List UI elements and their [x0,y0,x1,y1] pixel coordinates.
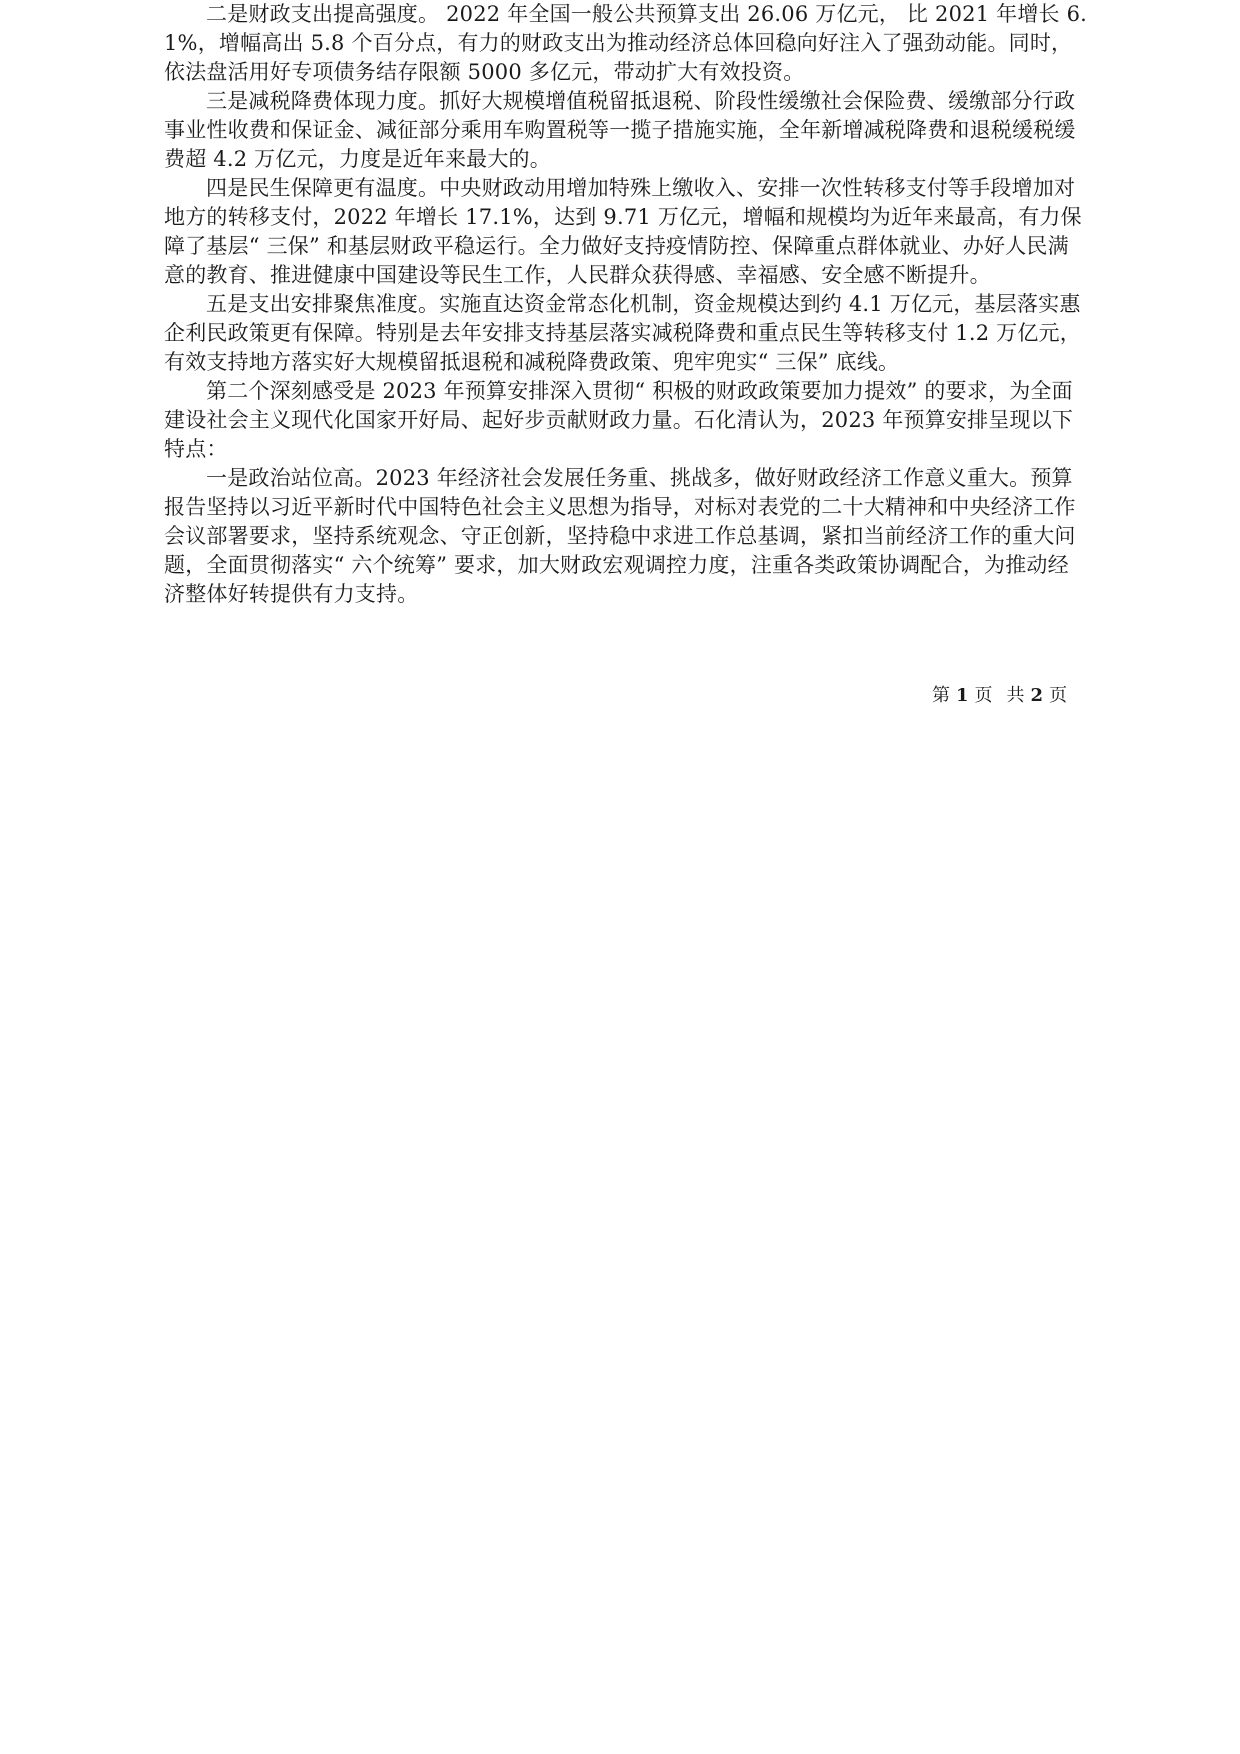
paragraph-livelihood-security: 四是民生保障更有温度。中央财政动用增加特殊上缴收入、安排一次性转移支付等手段增加对地方的转移支付，2022 年增长 17.1%，达到 9.71 万亿元，增幅和规模均为近年来最高，有力保障了基层“ 三保” 和基层财政平稳运行。全力做好支持疫情防控、保障重点群体就业、办好人民满意的教育、推进健康中国建设等民生工作，人民群众获得感、幸福感、安全感不断提升。 [164,176,1082,287]
total-page-number: 2 [1030,685,1044,706]
current-page-number: 1 [956,685,969,706]
footer-prefix: 第 [932,685,950,706]
paragraph-spending-precision: 五是支出安排聚焦准度。实施直达资金常态化机制，资金规模达到约 4.1 万亿元，基层落实惠企利民政策更有保障。特别是去年安排支持基层落实减税降费和重点民生等转移支付 1.2 万亿元，有效支持地方落实好大规模留抵退税和减税降费政策、兜牢兜实“ 三保” 底线。 [164,292,1081,374]
footer-page-unit: 页 [974,685,993,706]
footer-total-unit: 页 [1049,685,1068,706]
footer-total-label: 共 [1006,685,1025,706]
page-footer [932,684,1067,708]
document-body [164,0,1088,609]
paragraph-political-standing: 一是政治站位高。2023 年经济社会发展任务重、挑战多，做好财政经济工作意义重大。预算报告坚持以习近平新时代中国特色社会主义思想为指导，对标对表党的二十大精神和中央经济工作会议部署要求，坚持系统观念、守正创新，坚持稳中求进工作总基调，紧扣当前经济工作的重大问题，全面贯彻落实“ 六个统筹” 要求，加大财政宏观调控力度，注重各类政策协调配合，为推动经济整体好转提供有力支持。 [164,466,1076,606]
paragraph-fiscal-spending: 二是财政支出提高强度。 2022 年全国一般公共预算支出 26.06 万亿元， 比 2021 年增长 6.1%，增幅高出 5.8 个百分点，有力的财政支出为推动经济总体回稳向好注入了强劲动能。同时，依法盘活用好专项债务结存限额 5000 多亿元，带动扩大有效投资。 [164,2,1088,84]
paragraph-second-impression: 第二个深刻感受是 2023 年预算安排深入贯彻“ 积极的财政政策要加力提效” 的要求，为全面建设社会主义现代化国家开好局、起好步贡献财政力量。石化清认为，2023 年预算安排呈现以下特点： [164,379,1074,461]
paragraph-tax-reduction: 三是减税降费体现力度。抓好大规模增值税留抵退税、阶段性缓缴社会保险费、缓缴部分行政事业性收费和保证金、减征部分乘用车购置税等一揽子措施实施，全年新增减税降费和退税缓税缓费超 4.2 万亿元，力度是近年来最大的。 [164,89,1076,171]
